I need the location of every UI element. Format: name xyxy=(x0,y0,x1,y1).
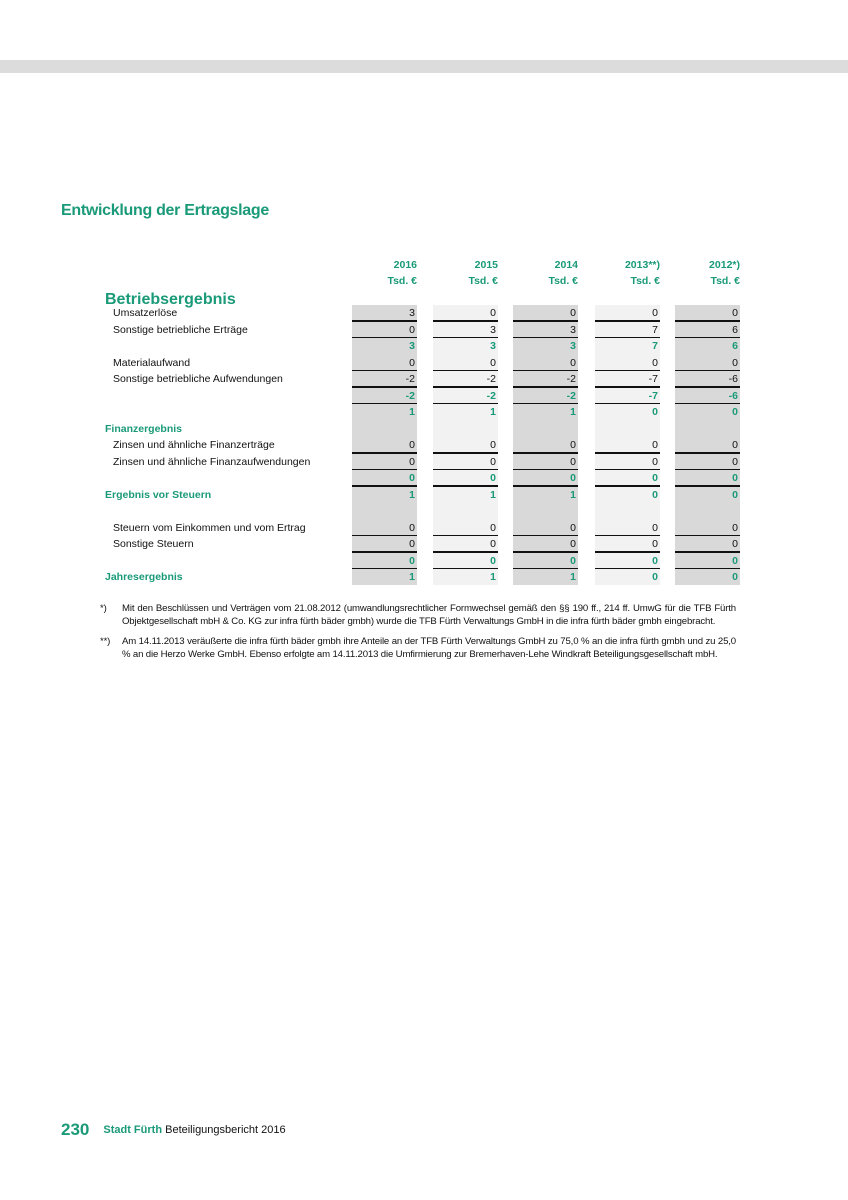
row-label: Materialaufwand xyxy=(113,356,191,369)
row-value: -2 xyxy=(405,389,415,402)
page-footer xyxy=(61,1120,286,1140)
row-value: -2 xyxy=(566,389,576,402)
row-value: 0 xyxy=(409,455,415,468)
row-value: 0 xyxy=(409,554,415,567)
column-year: 2015 xyxy=(474,259,498,271)
row-value: 0 xyxy=(652,538,658,550)
row-value: 0 xyxy=(570,521,576,534)
footer-brand: Stadt Fürth xyxy=(103,1124,163,1136)
table-row xyxy=(0,371,848,388)
row-value: 0 xyxy=(409,472,415,484)
table-row xyxy=(0,536,848,553)
row-value: 0 xyxy=(490,554,496,567)
page-number: 230 xyxy=(61,1120,90,1139)
column-year: 2013**) xyxy=(624,259,660,271)
row-value: 0 xyxy=(652,488,658,501)
column-unit: Tsd. € xyxy=(548,275,578,287)
table-row xyxy=(0,437,848,454)
column-unit: Tsd. € xyxy=(468,275,498,287)
table-row xyxy=(0,421,848,438)
table-row xyxy=(0,569,848,586)
row-value: 0 xyxy=(490,439,496,451)
footer-publication: Beteiligungsbericht 2016 xyxy=(165,1124,286,1136)
row-value: 0 xyxy=(732,472,738,484)
row-value: 0 xyxy=(570,439,576,451)
row-label: Finanzergebnis xyxy=(105,422,183,435)
row-value: -7 xyxy=(648,389,658,402)
row-value: 1 xyxy=(409,406,415,418)
footnote xyxy=(100,602,736,629)
row-label: Umsatzerlöse xyxy=(113,307,178,319)
row-value: 3 xyxy=(409,307,415,319)
row-value: 0 xyxy=(490,307,496,319)
footnote-text: Mit den Beschlüssen und Verträgen vom 21.08.2012 (umwandlungsrechtlicher Formwechsel gemäß den §§ 190 ff., 214 ff. UmwG für die TFB Fürth Objektgesellschaft mbH & Co. KG zur infra fürth bäder gmbh) wurde die TFB Fürth Verwaltungs GmbH in die infra fürth bäder gmbh eingebracht. xyxy=(122,603,736,628)
row-value: 0 xyxy=(652,406,658,418)
footnote-text: Am 14.11.2013 veräußerte die infra fürth bäder gmbh ihre Anteile an der TFB Fürth Verwaltungs GmbH zu 75,0 % an die infra fürth gmbh und zu 25,0 % an die Herzo Werke GmbH. Ebenso erfolgte am 14.11.2013 die Umfirmierung zur Bremerhaven-Lehe Windkraft Beteiligungsgesellschaft mbH. xyxy=(122,635,736,660)
row-value: 0 xyxy=(652,472,658,484)
row-label: Jahresergebnis xyxy=(105,571,183,583)
row-value: 1 xyxy=(409,571,415,583)
row-value: 0 xyxy=(490,538,496,550)
row-value: -2 xyxy=(566,373,576,385)
row-value: -2 xyxy=(486,373,496,385)
row-value: 0 xyxy=(732,554,738,567)
column-year: 2012*) xyxy=(709,259,740,271)
row-value: 0 xyxy=(732,439,738,451)
table-row xyxy=(0,470,848,487)
row-value: 0 xyxy=(652,455,658,468)
row-value: 0 xyxy=(409,439,415,451)
table-row xyxy=(0,322,848,339)
column-unit: Tsd. € xyxy=(387,275,417,287)
row-value: 1 xyxy=(490,406,496,418)
row-value: 0 xyxy=(732,455,738,468)
row-value: 3 xyxy=(490,340,496,352)
row-value: 0 xyxy=(570,554,576,567)
table-row xyxy=(0,388,848,405)
row-value: 0 xyxy=(409,356,415,369)
row-label: Sonstige betriebliche Erträge xyxy=(113,323,248,336)
row-value: 3 xyxy=(570,323,576,336)
row-value: 0 xyxy=(652,307,658,319)
row-value: -6 xyxy=(728,373,738,385)
row-value: 0 xyxy=(732,356,738,369)
footnote-marker: *) xyxy=(100,603,107,614)
footnote xyxy=(100,635,736,662)
table-row xyxy=(0,355,848,372)
table-row xyxy=(0,520,848,537)
row-value: 0 xyxy=(409,538,415,550)
column-unit: Tsd. € xyxy=(710,275,740,287)
row-value: 0 xyxy=(570,307,576,319)
table-row xyxy=(0,503,848,520)
row-value: 0 xyxy=(732,488,738,501)
row-value: 3 xyxy=(490,323,496,336)
row-label: Sonstige betriebliche Aufwendungen xyxy=(113,373,283,385)
row-label: Steuern vom Einkommen und vom Ertrag xyxy=(113,521,306,534)
row-value: 0 xyxy=(732,307,738,319)
row-value: 1 xyxy=(490,571,496,583)
footnotes xyxy=(100,602,736,667)
row-label: Sonstige Steuern xyxy=(113,538,194,550)
row-label: Ergebnis vor Steuern xyxy=(105,488,212,501)
row-value: 0 xyxy=(409,521,415,534)
column-year: 2014 xyxy=(554,259,578,271)
row-value: 1 xyxy=(409,488,415,501)
row-value: 1 xyxy=(570,571,576,583)
table-row xyxy=(0,454,848,471)
row-value: 0 xyxy=(732,571,738,583)
row-value: 6 xyxy=(732,340,738,352)
row-value: 0 xyxy=(652,356,658,369)
row-value: 7 xyxy=(652,340,658,352)
row-value: 0 xyxy=(732,406,738,418)
table-row xyxy=(0,305,848,322)
footnote-marker: **) xyxy=(100,635,111,647)
row-value: 0 xyxy=(570,356,576,369)
row-value: 3 xyxy=(570,340,576,352)
row-value: -7 xyxy=(648,373,658,385)
table-row xyxy=(0,487,848,504)
row-value: 0 xyxy=(570,455,576,468)
row-value: 0 xyxy=(652,521,658,534)
row-value: -6 xyxy=(728,389,738,402)
section-title: Entwicklung der Ertragslage xyxy=(61,202,269,219)
row-value: 7 xyxy=(652,323,658,336)
row-value: 0 xyxy=(409,323,415,336)
row-value: 0 xyxy=(732,521,738,534)
row-value: 0 xyxy=(490,521,496,534)
row-value: 0 xyxy=(570,472,576,484)
row-value: 0 xyxy=(652,439,658,451)
row-value: -2 xyxy=(405,373,415,385)
row-value: 6 xyxy=(732,323,738,336)
table-row xyxy=(0,553,848,570)
row-value: 0 xyxy=(570,538,576,550)
section-heading: Betriebsergebnis xyxy=(105,291,236,308)
row-value: 0 xyxy=(490,356,496,369)
table-row xyxy=(0,338,848,355)
row-value: 0 xyxy=(490,472,496,484)
row-value: 1 xyxy=(490,488,496,501)
row-value: 0 xyxy=(732,538,738,550)
row-value: -2 xyxy=(486,389,496,402)
row-value: 1 xyxy=(570,488,576,501)
table-row xyxy=(0,404,848,421)
row-label: Zinsen und ähnliche Finanzerträge xyxy=(113,439,275,451)
row-value: 0 xyxy=(652,554,658,567)
row-value: 1 xyxy=(570,406,576,418)
row-value: 0 xyxy=(490,455,496,468)
row-value: 0 xyxy=(652,571,658,583)
row-value: 3 xyxy=(409,340,415,352)
column-year: 2016 xyxy=(393,259,417,271)
column-unit: Tsd. € xyxy=(630,275,660,287)
row-label: Zinsen und ähnliche Finanzaufwendungen xyxy=(113,455,311,468)
top-bar xyxy=(0,60,848,73)
